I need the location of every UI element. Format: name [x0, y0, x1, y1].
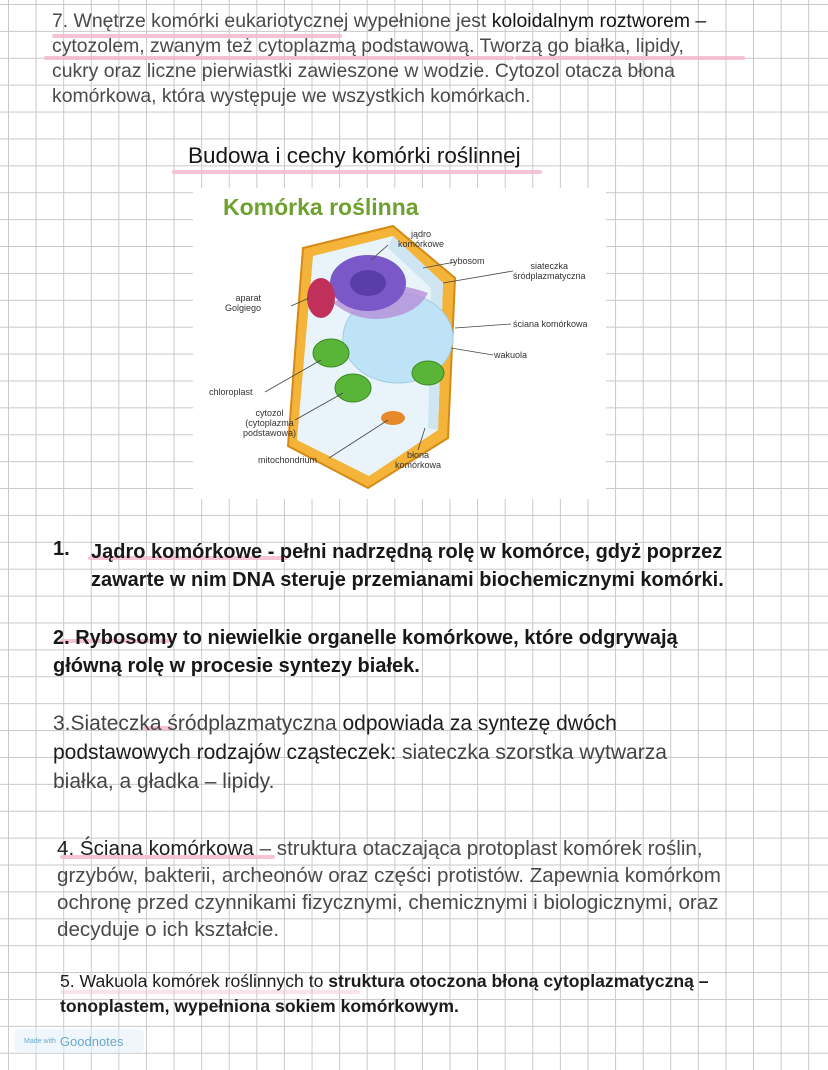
- watermark-small-text: Made with: [24, 1037, 56, 1045]
- section-heading: Budowa i cechy komórki roślinnej: [188, 143, 521, 168]
- text-line: podstawowych rodzajów cząsteczek: siateczka szorstka wytwarza: [53, 741, 667, 764]
- text-line: zawarte w nim DNA steruje przemianami biochemicznymi komórki.: [91, 569, 724, 591]
- label-chloroplast: chloroplast: [209, 387, 253, 397]
- text-line: białka, a gładka – lipidy.: [53, 770, 275, 793]
- text-line: 4. Ściana komórkowa – struktura otaczająca protoplast komórek roślin,: [57, 837, 703, 860]
- label-cell-wall: ściana komórkowa: [513, 319, 588, 329]
- label-golgi: aparat Golgiego: [225, 293, 262, 313]
- label-cell-membrane: błona komórkowa: [395, 450, 442, 470]
- text-line: ochronę przed czynnikami fizycznymi, chemicznymi i biologicznymi, oraz: [57, 891, 719, 914]
- text-line: cytozolem, zwanym też cytoplazmą podstawową. Tworzą go białka, lipidy,: [52, 35, 684, 57]
- label-vacuole: wakuola: [494, 350, 528, 360]
- text-line: tonoplastem, wypełniona sokiem komórkowym.: [60, 996, 459, 1016]
- text-line: 5. Wakuola komórek roślinnych to struktura otoczona błoną cytoplazmatyczną –: [60, 971, 709, 991]
- paragraph-cytosol: [52, 9, 706, 109]
- highlight-stroke: [172, 170, 542, 174]
- label-nucleus: jądro komórkowe: [398, 229, 445, 249]
- text-line: główną rolę w procesie syntezy białek.: [53, 655, 420, 677]
- text-line: komórkowa, która występuje we wszystkich komórkach.: [52, 85, 531, 107]
- list-item: [53, 624, 678, 680]
- figure-title: Komórka roślinna: [223, 194, 419, 220]
- text-line: 3.Siateczka śródplazmatyczna odpowiada za syntezę dwóch: [53, 712, 617, 735]
- list-item-text: [91, 538, 724, 594]
- list-item-number: 1.: [53, 538, 70, 560]
- watermark-brand-text: Goodnotes: [59, 1033, 124, 1049]
- text-line: 7. Wnętrze komórki eukariotycznej wypełnione jest koloidalnym roztworem –: [52, 10, 707, 32]
- list-item: [60, 969, 709, 1019]
- label-cytosol: cytozol (cytoplazma podstawowa): [243, 408, 297, 438]
- label-er: siateczka śródplazmatyczna: [513, 261, 586, 281]
- text-line: cukry oraz liczne pierwiastki zawieszone w wodzie. Cytozol otacza błona: [52, 60, 675, 82]
- plant-cell-figure: [193, 188, 606, 499]
- label-mitochondrion: mitochondrium: [258, 455, 318, 465]
- list-item: [57, 835, 721, 943]
- text-line: Jądro komórkowe - pełni nadrzędną rolę w komórce, gdyż poprzez: [91, 541, 723, 563]
- text-line: grzybów, bakterii, archeonów oraz części protistów. Zapewnia komórkom: [57, 864, 721, 887]
- text-line: 2. Rybosomy to niewielkie organelle komórkowe, które odgrywają: [53, 627, 678, 649]
- label-ribosome: rybosom: [450, 256, 485, 266]
- list-item: [53, 709, 667, 796]
- text-line: decyduje o ich kształcie.: [57, 918, 280, 941]
- goodnotes-watermark: [14, 1029, 144, 1053]
